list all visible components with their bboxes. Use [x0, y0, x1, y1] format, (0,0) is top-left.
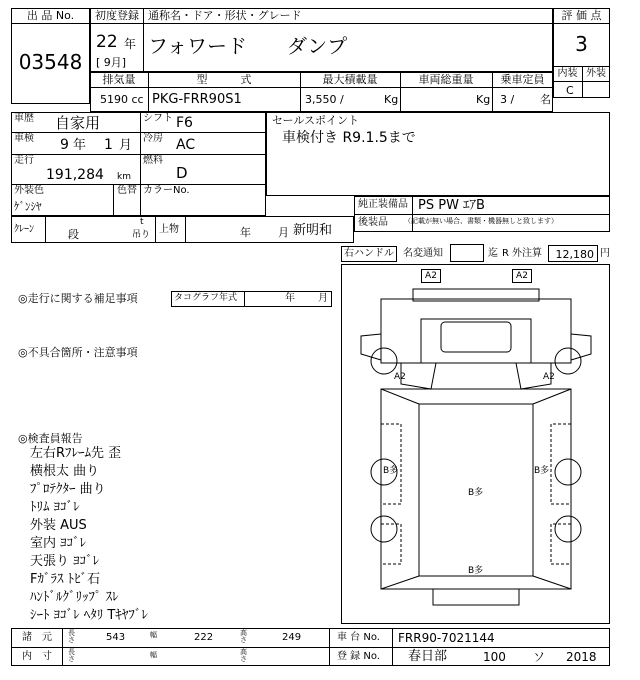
steering-value: 右ハンドル — [344, 248, 394, 259]
inspection-year: 9 — [60, 137, 69, 153]
defects-label: ◎不具合箇所・注意事項 — [18, 346, 138, 359]
chassis-label: 車 台 No. — [337, 632, 380, 643]
name-change-label: 名変通知 — [403, 248, 443, 259]
lot-number: 03548 — [18, 50, 83, 74]
width-value: 222 — [194, 632, 214, 643]
max-load-label: 最大積載量 — [322, 73, 378, 86]
body-year-unit: 年 — [240, 226, 251, 239]
score-value: 3 — [575, 32, 588, 56]
inner-width-label: 幅 — [150, 651, 157, 659]
year-unit: 年 — [124, 37, 137, 51]
inner-dims-label: 内 寸 — [22, 651, 52, 662]
aftermarket-label: 後装品 — [358, 217, 388, 228]
sales-point-text: 車検付き R9.1.5まで — [282, 130, 416, 146]
reg-kana: ソ — [533, 650, 546, 664]
displacement-label: 排気量 — [102, 73, 136, 86]
type-label: 型 式 — [196, 73, 252, 86]
damage-mark: B多 — [534, 466, 550, 476]
color-code-label: カラーNo. — [143, 185, 190, 196]
mileage-value: 191,284 — [46, 167, 104, 183]
length-label: 長さ — [68, 629, 75, 644]
standard-equipment-label: 純正装備品 — [358, 199, 408, 210]
ac-label: 冷房 — [143, 133, 163, 144]
first-reg-year: 22 — [96, 32, 118, 52]
inspector-item: 天張り ﾖｺﾞﾚ — [30, 554, 100, 569]
inspection-month-unit: 月 — [119, 138, 133, 153]
driving-notes-label: ◎走行に関する補足事項 — [18, 292, 138, 305]
interior-label: 内装 — [557, 68, 578, 79]
name-change-box — [450, 244, 484, 262]
displacement-value: 5190 cc — [100, 93, 144, 106]
crane-label: ｸﾚｰﾝ — [14, 224, 34, 235]
max-load-unit: Kg — [384, 93, 399, 106]
height-value: 249 — [282, 632, 302, 643]
history-value: 自家用 — [55, 114, 101, 132]
color-value: ｹﾞﾝｼﾔ — [14, 200, 42, 213]
damage-mark: A2 — [543, 372, 555, 382]
damage-mark: B多 — [468, 566, 484, 576]
capacity-value: 3 / — [500, 93, 515, 106]
standard-equipment: PS PW ｴｱB — [418, 198, 485, 213]
crane-ton-unit: t — [140, 217, 144, 227]
score-label: 評 価 点 — [561, 9, 602, 22]
max-load-value: 3,550 / — [305, 93, 344, 106]
tacho-label: タコグラフ年式 — [174, 293, 238, 303]
inspector-item: ﾌﾟﾛﾃｸﾀｰ 曲り — [30, 482, 106, 497]
odometer-unit: 円 — [600, 248, 610, 259]
inspection-label: 車検 — [14, 133, 34, 144]
aftermarket-note: （記載が無い場合、書類・機器無しと致します） — [404, 217, 558, 225]
fuel-value: D — [176, 164, 188, 182]
inspector-item: 横根太 曲り — [30, 464, 100, 479]
color-label: 外装色 — [14, 185, 44, 196]
reg-area: 春日部 — [408, 649, 448, 664]
inner-height-label: 高さ — [240, 648, 247, 663]
inspection-month: 1 — [104, 137, 113, 153]
capacity-unit: 名 — [540, 93, 551, 106]
mileage-unit: km — [117, 172, 131, 182]
car-name: フォワード ダンプ — [148, 34, 348, 58]
dims-label: 諸 元 — [22, 632, 52, 643]
length-value: 543 — [106, 632, 126, 643]
inspector-item: 室内 ﾖｺﾞﾚ — [30, 536, 87, 551]
inspector-item: 左右Rﾌﾚｰﾑ先 歪 — [30, 446, 122, 461]
odometer-value: 12,180 — [555, 248, 594, 261]
mileage-note-label: 迄 — [488, 248, 498, 259]
gross-weight-unit: Kg — [476, 93, 491, 106]
color-change-label: 色替 — [117, 185, 137, 196]
lot-label: 出 品 No. — [26, 9, 75, 22]
tacho-year-unit: 年 — [285, 293, 295, 304]
damage-mark: A2 — [394, 372, 406, 382]
shift-value: F6 — [176, 115, 193, 131]
model-code: PKG-FRR90S1 — [152, 92, 242, 107]
mileage-label: 走行 — [14, 155, 34, 166]
inspector-item: 外装 AUS — [30, 518, 87, 533]
inspection-year-unit: 年 — [73, 138, 87, 153]
tacho-month-unit: 月 — [318, 293, 328, 304]
inspector-item: ｼｰﾄ ﾖｺﾞﾚ ﾍﾀﾘ Tｷﾔﾌﾞﾚ — [30, 608, 148, 623]
damage-mark: B多 — [383, 466, 399, 476]
height-label: 高さ — [240, 629, 247, 644]
damage-mark: B多 — [468, 488, 484, 498]
interior-grade: C — [566, 84, 574, 97]
inner-length-label: 長さ — [68, 648, 75, 663]
odometer-label: 外注算 — [512, 248, 542, 259]
body-month-unit: 月 — [278, 226, 289, 239]
reg-class: 100 — [483, 650, 506, 664]
ac-value: AC — [176, 137, 196, 153]
capacity-label: 乗車定員 — [500, 73, 545, 86]
exterior-label: 外装 — [586, 68, 606, 79]
inspector-item: Fｶﾞﾗｽ ﾄﾋﾞ石 — [30, 572, 101, 587]
inspector-item: ﾊﾝﾄﾞﾙｸﾞﾘｯﾌﾟ ｽﾚ — [30, 590, 119, 605]
model-label: 通称名・ドア・形状・グレード — [148, 9, 302, 22]
body-maker: 新明和 — [293, 223, 333, 238]
reg-label: 登 録 No. — [337, 651, 380, 662]
chassis-number: FRR90-7021144 — [398, 631, 495, 645]
r-prefix: R — [502, 248, 509, 259]
damage-mark: A2 — [425, 271, 437, 281]
history-label: 車歴 — [14, 113, 34, 124]
width-label: 幅 — [150, 631, 157, 639]
first-reg-label: 初度登録 — [95, 9, 139, 22]
body-maker-label: 上物 — [159, 224, 179, 235]
details-box — [11, 112, 266, 216]
inspector-item: ﾄﾘﾑ ﾖｺﾞﾚ — [30, 500, 80, 515]
crane-stage-unit: 段 — [68, 228, 79, 241]
shift-label: シフト — [143, 113, 173, 124]
damage-mark: A2 — [516, 271, 528, 281]
reg-number: 2018 — [566, 650, 597, 664]
fuel-label: 燃料 — [143, 155, 163, 166]
gross-weight-label: 車両総重量 — [418, 73, 474, 86]
first-reg-month: [ 9月] — [96, 56, 127, 69]
crane-lift-unit: 吊り — [132, 230, 151, 240]
inspector-label: ◎検査員報告 — [18, 432, 83, 445]
sales-point-label: セールスポイント — [272, 114, 360, 127]
